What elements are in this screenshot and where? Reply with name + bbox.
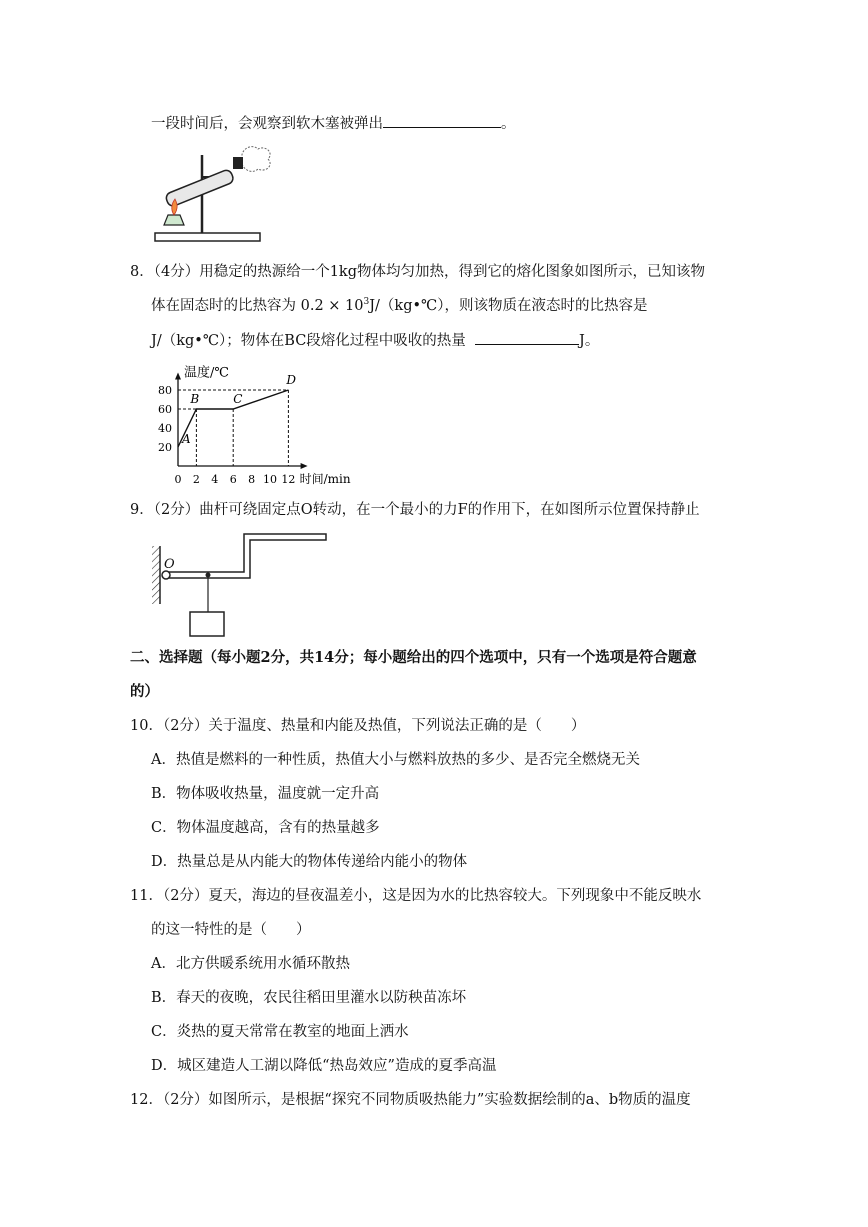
- q11-option-c[interactable]: C．炎热的夏天常常在教室的地面上洒水: [151, 1024, 409, 1040]
- q8-line-2: 体在固态时的比热容为 $0.2 \times 10^3J/(kg•℃)$，则该物质在液态时的比热容是: [151, 297, 648, 314]
- x-tick-label: 4: [211, 473, 219, 486]
- x-tick-label: 10: [263, 473, 277, 486]
- answer-blank[interactable]: [383, 113, 501, 128]
- q12-stem: 12．（2分）如图所示，是根据“探究不同物质吸热能力”实验数据绘制的a、b物质的温度: [130, 1092, 691, 1108]
- x-tick-label: 0: [174, 473, 182, 486]
- point-label-d: D: [286, 373, 297, 387]
- point-label-b: B: [190, 392, 200, 406]
- y-tick-label: 20: [158, 441, 172, 454]
- q10-option-d[interactable]: D．热量总是从内能大的物体传递给内能小的物体: [151, 854, 468, 870]
- q11-stem-2: 的这一特性的是（ ）: [151, 922, 311, 938]
- q10-option-c[interactable]: C．物体温度越高，含有的热量越多: [151, 820, 380, 836]
- x-axis-label: 时间/min: [299, 472, 351, 486]
- test-tube-heating-figure: [150, 145, 270, 245]
- y-tick-label: 60: [158, 403, 172, 416]
- y-axis-arrow: [175, 373, 181, 380]
- melting-chart: [150, 362, 380, 487]
- y-axis-label: 温度/℃: [184, 365, 229, 381]
- q11-stem-1: 11．（2分）夏天，海边的昼夜温差小，这是因为水的比热容较大。下列现象中不能反映水: [130, 888, 702, 904]
- x-axis-arrow: [301, 463, 308, 469]
- q10-stem: 10．（2分）关于温度、热量和内能及热值，下列说法正确的是（ ）: [130, 718, 586, 734]
- q9-line: 9．（2分）曲杆可绕固定点O转动，在一个最小的力F的作用下，在如图所示位置保持静止: [130, 502, 700, 518]
- point-label-a: A: [182, 432, 191, 446]
- y-tick-label: 80: [158, 384, 172, 397]
- x-tick-label: 12: [281, 473, 296, 486]
- x-tick-label: 2: [192, 473, 200, 486]
- q11-option-b[interactable]: B．春天的夜晚，农民往稻田里灌水以防秧苗冻坏: [151, 990, 467, 1006]
- q10-option-a[interactable]: A．热值是燃料的一种性质，热值大小与燃料放热的多少、是否完全燃烧无关: [151, 752, 640, 768]
- q11-option-d[interactable]: D．城区建造人工湖以降低“热岛效应”造成的夏季高温: [151, 1058, 497, 1074]
- q11-option-a[interactable]: A．北方供暖系统用水循环散热: [151, 956, 350, 972]
- q8-line-1: 8．（4分）用稳定的热源给一个1kg物体均匀加热，得到它的熔化图象如图所示，已知该物: [130, 264, 705, 280]
- section-2-title-line-1: 二、选择题（每小题2分，共14分；每小题给出的四个选项中，只有一个选项是符合题意: [130, 649, 697, 666]
- point-label-c: C: [233, 392, 243, 406]
- q10-option-b[interactable]: B．物体吸收热量，温度就一定升高: [151, 786, 380, 802]
- pivot-label: O: [164, 557, 175, 572]
- q7-line: 一段时间后，会观察到软木塞被弹出 。: [151, 113, 516, 134]
- section-2-title-line-2: 的）: [130, 683, 159, 700]
- lever-figure: [150, 528, 340, 640]
- q8-line-3: J/（kg•℃）；物体在BC段熔化过程中吸收的热量 J。: [151, 330, 599, 351]
- x-tick-label: 8: [248, 473, 256, 486]
- answer-blank[interactable]: [475, 330, 579, 345]
- y-tick-label: 40: [158, 422, 172, 435]
- x-tick-label: 6: [229, 473, 237, 486]
